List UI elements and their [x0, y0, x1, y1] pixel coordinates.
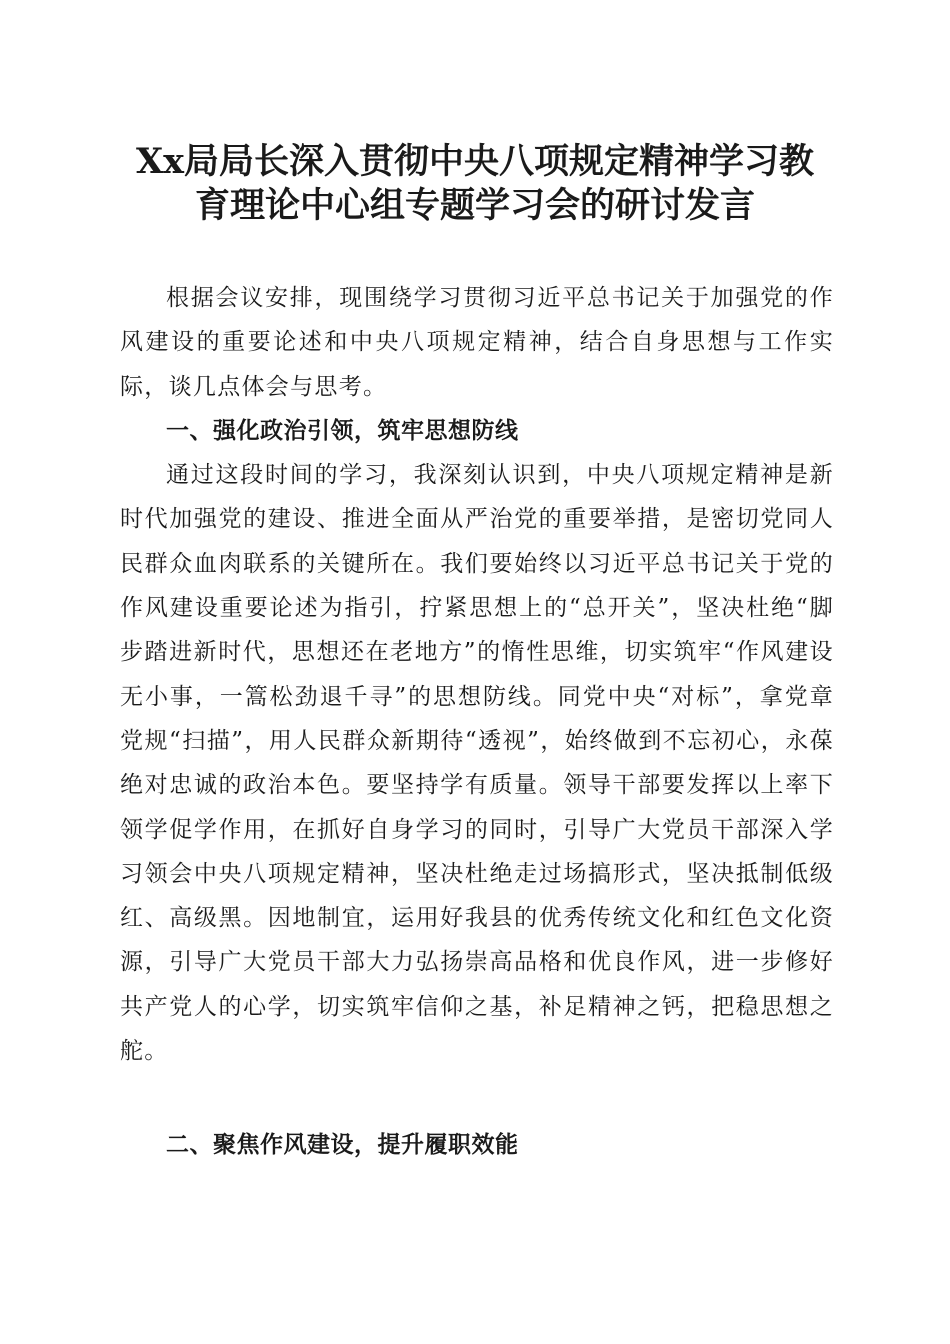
document-body [120, 276, 834, 1073]
section-2-heading: 二、聚焦作风建设，提升履职效能 [166, 1132, 519, 1158]
document-title-line-2: 育理论中心组专题学习会的研讨发言 [194, 185, 755, 226]
intro-paragraph: 根据会议安排，现围绕学习贯彻习近平总书记关于加强党的作风建设的重要论述和中央八项规定精神，结合自身思想与工作实际，谈几点体会与思考。 [120, 285, 834, 400]
section-1-heading: 一、强化政治引领，筑牢思想防线 [166, 417, 519, 444]
section-1-paragraph: 通过这段时间的学习，我深刻认识到，中央八项规定精神是新时代加强党的建设、推进全面从严治党的重要举措，是密切党同人民群众血肉联系的关键所在。我们要始终以习近平总书记关于党的作风建设重要论述为指引，拧紧思想上的“总开关”，坚决杜绝“脚步踏进新时代，思想还在老地方”的惰性思维，切实筑牢“作风建设无小事，一篙松劲退千寻”的思想防线。同党中央“对标”，拿党章党规“扫描”，用人民群众新期待“透视”，始终做到不忘初心，永葆绝对忠诚的政治本色。要坚持学有质量。领导干部要发挥以上率下领学促学作用，在抓好自身学习的同时，引导广大党员干部深入学习领会中央八项规定精神，坚决杜绝走过场搞形式，坚决抵制低级红、高级黑。因地制宜，运用好我县的优秀传统文化和红色文化资源，引导广大党员干部大力弘扬崇高品格和优良作风，进一步修好共产党人的心学，切实筑牢信仰之基，补足精神之钙，把稳思想之舵。 [120, 462, 834, 1065]
document-title-line-1: Xx局局长深入贯彻中央八项规定精神学习教 [135, 141, 815, 182]
